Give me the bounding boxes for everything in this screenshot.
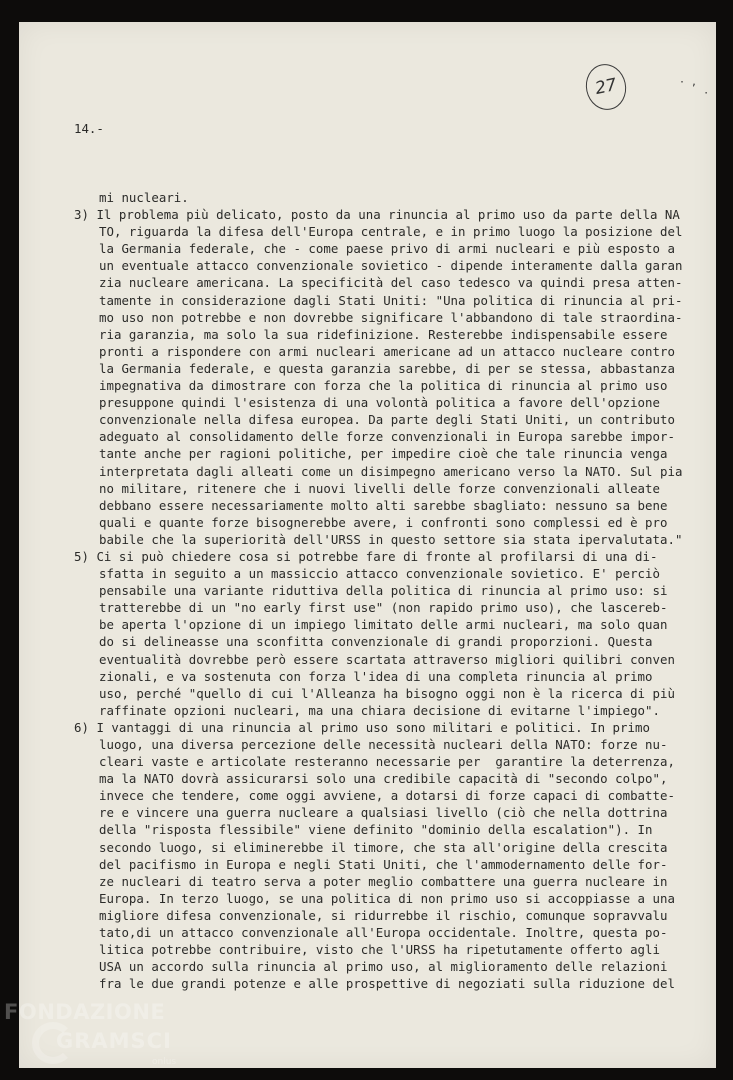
text-line: convenzionale nella difesa europea. Da parte degli Stati Uniti, un contributo [99, 412, 675, 428]
text-line: litica potrebbe contribuire, visto che l'URSS ha ripetutamente offerto agli [99, 942, 660, 958]
text-line: 5) Ci si può chiedere cosa si potrebbe fare di fronte al profilarsi di una di- [74, 548, 658, 564]
text-line: zia nucleare americana. La specificità del caso tedesco va quindi presa atten- [99, 275, 683, 291]
text-line: tamente in considerazione dagli Stati Uniti: "Una politica di rinuncia al pri- [99, 292, 683, 308]
text-line: babile che la superiorità dell'URSS in questo settore sia stata ipervalutata." [99, 531, 683, 547]
text-line: eventualità dovrebbe però essere scartata attraverso migliori quilibri conven [99, 651, 675, 667]
text-line: ze nucleari di teatro serva a poter meglio combattere una guerra nucleare in [99, 873, 668, 889]
text-line: invece che tendere, come oggi avviene, a dotarsi di forze capaci di combatte- [99, 788, 675, 804]
text-line: luogo, una diversa percezione delle necessità nucleari della NATO: forze nu- [99, 737, 668, 752]
stamp-number: 27 [593, 74, 619, 100]
text-line: 6) I vantaggi di una rinuncia al primo uso sono militari e politici. In primo [74, 719, 650, 735]
text-line: ma la NATO dovrà assicurarsi solo una credibile capacità di "secondo colpo", [99, 771, 668, 787]
text-line: impegnativa da dimostrare con forza che la politica di rinuncia al primo uso [99, 378, 668, 394]
text-line: USA un accordo sulla rinuncia al primo uso, al miglioramento delle relazioni [99, 959, 668, 975]
text-line: pronti a rispondere con armi nucleari americane ad un attacco nucleare contro [99, 343, 675, 359]
text-line: ria garanzia, ma solo la sua ridefinizione. Resterebbe indispensabile essere [99, 326, 668, 342]
text-line: raffinate opzioni nucleari, ma una chiara decisione di evitarne l'impiego". [99, 702, 660, 718]
text-line: fra le due grandi potenze e alle prospettive di negoziati sulla riduzione del [99, 976, 675, 992]
text-line: cleari vaste e articolate resteranno necessarie per garantire la deterrenza, [99, 754, 675, 770]
text-line: della "risposta flessibile" viene definito "dominio della escalation"). In [99, 822, 653, 838]
text-line: debbano essere necessariamente molto alti sarebbe sbagliato: nessuno sa bene [99, 497, 668, 513]
scan-specks: · , · [679, 77, 710, 99]
text-line: tato,di un attacco convenzionale all'Europa occidentale. Inoltre, questa po- [99, 925, 668, 941]
text-line: no militare, ritenere che i nuovi livelli delle forze convenzionali alleate [99, 480, 660, 496]
text-line: la Germania federale, e questa garanzia sarebbe, di per se stessa, abbastanza [99, 360, 675, 376]
text-line: mi nucleari. [99, 190, 189, 205]
text-line: mo uso non potrebbe e non dovrebbe significare l'abbandono di tale straordina- [99, 309, 683, 325]
text-line: be aperta l'opzione di un impiego limitato delle armi nucleari, ma solo quan [99, 617, 668, 633]
text-line: uso, perché "quello di cui l'Alleanza ha bisogno oggi non è la ricerca di più [99, 685, 675, 701]
page-number: 14.- [74, 121, 104, 136]
text-line: presuppone quindi l'esistenza di una volontà politica a favore dell'opzione [99, 395, 660, 411]
text-line: secondo luogo, si eliminerebbe il timore, che sta all'origine della crescita [99, 839, 668, 855]
text-line: un eventuale attacco convenzionale sovietico - dipende interamente dalla garan [99, 258, 683, 274]
text-line: TO, riguarda la difesa dell'Europa centrale, e in primo luogo la posizione del [99, 224, 683, 240]
text-line: zionali, e va sostenuta con forza l'idea di una completa rinuncia al primo [99, 668, 653, 684]
fondazione-gramsci-watermark [4, 1000, 204, 1080]
typewritten-body [74, 189, 683, 992]
text-line: 3) Il problema più delicato, posto da una rinuncia al primo uso da parte della NA [74, 207, 680, 223]
text-line: la Germania federale, che - come paese privo di armi nucleari e più esposto a [99, 241, 675, 257]
watermark-line-1: FONDAZIONE [4, 1000, 166, 1024]
text-line: tante anche per ragioni politiche, per impedire cioè che tale rinuncia venga [99, 446, 668, 462]
text-line: do si delineasse una sconfitta convenzionale di grandi proporzioni. Questa [99, 634, 653, 650]
text-line: interpretata dagli alleati come un disimpegno americano verso la NATO. Sul pia [99, 463, 683, 479]
watermark-line-2: GRAMSCI [56, 1029, 172, 1053]
text-line: del pacifismo in Europa e negli Stati Uniti, che l'ammodernamento delle for- [99, 856, 668, 872]
watermark-line-3: onlus [152, 1057, 177, 1067]
text-line: quali e quante forze bisognerebbe avere, i confronti sono complessi ed è pro [99, 514, 668, 530]
text-line: migliore difesa convenzionale, si ridurrebbe il rischio, comunque sopravvalu [99, 907, 668, 923]
text-line: re e vincere una guerra nucleare a qualsiasi livello (ciò che nella dottrina [99, 805, 668, 821]
text-line: tratterebbe di un "no early first use" (non rapido primo uso), che lascereb- [99, 600, 668, 616]
text-line: pensabile una variante riduttiva della politica di rinuncia al primo uso: si [99, 583, 668, 599]
text-line: Europa. In terzo luogo, se una politica di non primo uso si accoppiasse a una [99, 890, 675, 906]
text-line: adeguato al consolidamento delle forze convenzionali in Europa sarebbe impor- [99, 429, 675, 445]
text-line: sfatta in seguito a un massiccio attacco convenzionale sovietico. E' perciò [99, 566, 660, 582]
